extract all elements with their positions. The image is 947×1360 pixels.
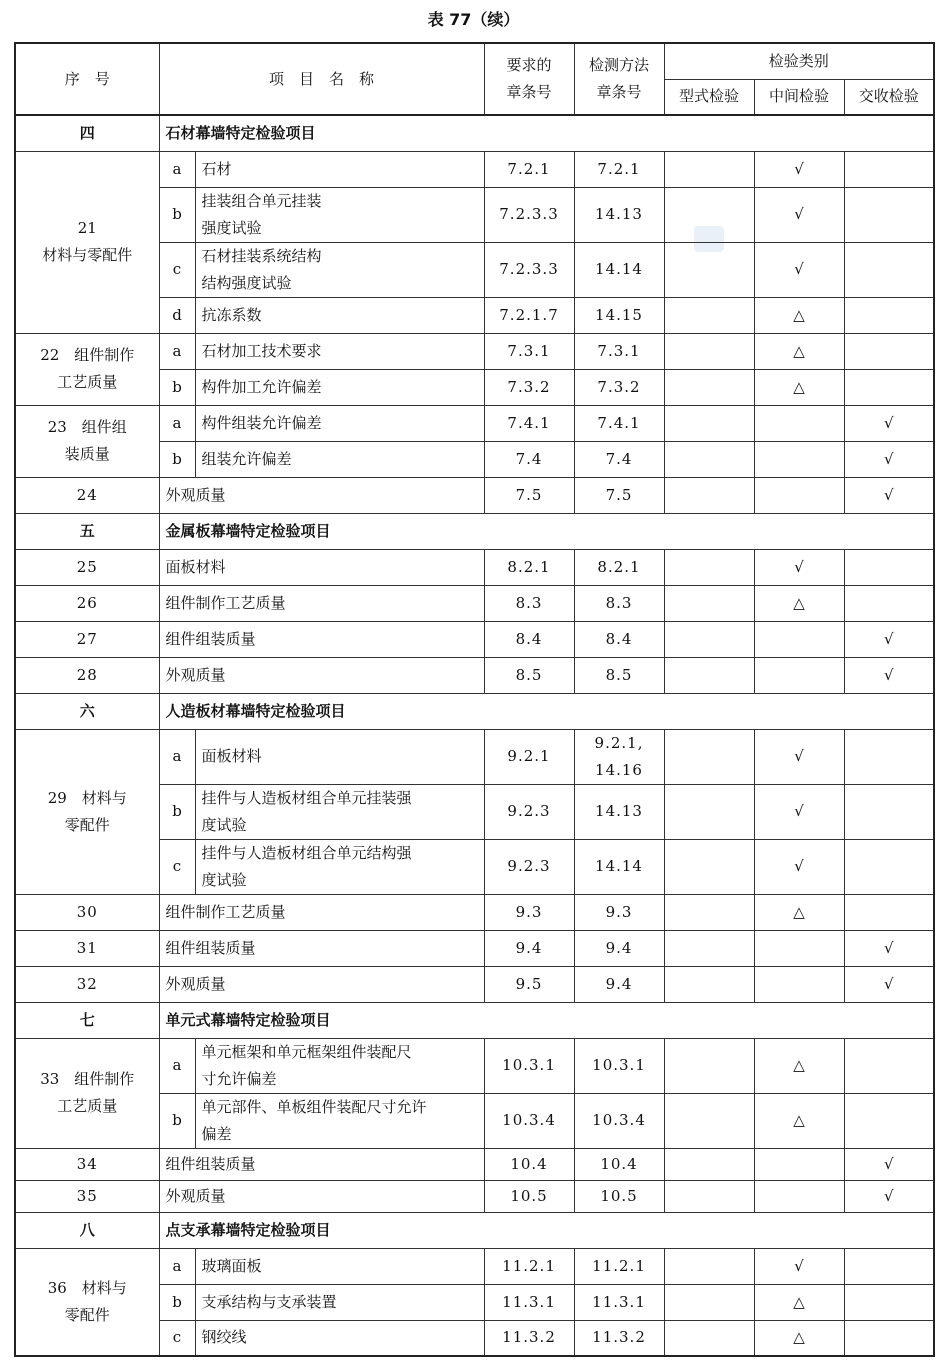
method-clause: 14.15 xyxy=(574,297,664,333)
method-clause: 9.4 xyxy=(574,966,664,1002)
sub-index: a xyxy=(159,405,195,441)
method-clause: 10.3.1 xyxy=(574,1038,664,1093)
table-row xyxy=(15,585,934,621)
req-clause: 7.2.1 xyxy=(484,151,574,187)
method-clause: 7.5 xyxy=(574,477,664,513)
req-clause: 8.3 xyxy=(484,585,574,621)
sub-index: b xyxy=(159,369,195,405)
item-name: 单元框架和单元框架组件装配尺 寸允许偏差 xyxy=(195,1038,484,1093)
item-name: 石材 xyxy=(195,151,484,187)
req-clause: 9.4 xyxy=(484,930,574,966)
method-clause: 7.3.2 xyxy=(574,369,664,405)
item-seq: 35 xyxy=(15,1180,159,1212)
type-test-cell xyxy=(664,477,754,513)
mid-test-mark: △ xyxy=(754,333,844,369)
req-clause: 7.4.1 xyxy=(484,405,574,441)
section-seq: 八 xyxy=(15,1212,159,1248)
item-name: 钢绞线 xyxy=(195,1320,484,1356)
req-clause: 9.2.3 xyxy=(484,784,574,839)
accept-test-mark: √ xyxy=(844,1180,934,1212)
header-row xyxy=(15,43,934,79)
accept-test-cell xyxy=(844,1093,934,1148)
item-seq: 31 xyxy=(15,930,159,966)
table-row xyxy=(15,549,934,585)
sub-index: a xyxy=(159,1248,195,1284)
section-seq: 七 xyxy=(15,1002,159,1038)
mid-test-mark: √ xyxy=(754,151,844,187)
accept-test-mark: √ xyxy=(844,441,934,477)
mid-test-mark: √ xyxy=(754,729,844,784)
item-name: 挂件与人造板材组合单元结构强 度试验 xyxy=(195,839,484,894)
item-seq: 21 材料与零配件 xyxy=(15,151,159,333)
req-clause: 7.3.2 xyxy=(484,369,574,405)
mid-test-mark: △ xyxy=(754,894,844,930)
req-clause: 9.2.3 xyxy=(484,839,574,894)
item-seq: 27 xyxy=(15,621,159,657)
method-clause: 9.2.1, 14.16 xyxy=(574,729,664,784)
type-test-cell xyxy=(664,894,754,930)
item-name: 石材加工技术要求 xyxy=(195,333,484,369)
accept-test-cell xyxy=(844,839,934,894)
section-row xyxy=(15,1002,934,1038)
accept-test-cell xyxy=(844,1038,934,1093)
item-name: 构件组装允许偏差 xyxy=(195,405,484,441)
table-row xyxy=(15,621,934,657)
req-clause: 9.2.1 xyxy=(484,729,574,784)
table-row xyxy=(15,405,934,441)
method-clause: 7.2.1 xyxy=(574,151,664,187)
mid-test-mark: √ xyxy=(754,242,844,297)
method-clause: 10.3.4 xyxy=(574,1093,664,1148)
type-test-cell xyxy=(664,784,754,839)
req-clause: 7.2.3.3 xyxy=(484,242,574,297)
table-row xyxy=(15,1248,934,1284)
type-test-cell xyxy=(664,187,754,242)
accept-test-cell xyxy=(844,729,934,784)
item-name: 抗冻系数 xyxy=(195,297,484,333)
sub-index: b xyxy=(159,784,195,839)
method-clause: 7.3.1 xyxy=(574,333,664,369)
accept-test-cell xyxy=(844,784,934,839)
section-row xyxy=(15,693,934,729)
accept-test-cell xyxy=(844,894,934,930)
sub-index: a xyxy=(159,333,195,369)
req-clause: 11.3.2 xyxy=(484,1320,574,1356)
table-row xyxy=(15,894,934,930)
mid-test-cell xyxy=(754,1148,844,1180)
item-seq: 34 xyxy=(15,1148,159,1180)
header-category: 检验类别 xyxy=(664,43,934,79)
item-name: 构件加工允许偏差 xyxy=(195,369,484,405)
type-test-cell xyxy=(664,1320,754,1356)
type-test-cell xyxy=(664,441,754,477)
method-clause: 14.13 xyxy=(574,784,664,839)
accept-test-cell xyxy=(844,297,934,333)
type-test-cell xyxy=(664,930,754,966)
mid-test-mark: △ xyxy=(754,1093,844,1148)
type-test-cell xyxy=(664,1148,754,1180)
mid-test-cell xyxy=(754,657,844,693)
item-name: 面板材料 xyxy=(159,549,484,585)
item-name: 组装允许偏差 xyxy=(195,441,484,477)
header-accept-test: 交收检验 xyxy=(844,79,934,115)
table-row xyxy=(15,930,934,966)
item-seq: 23 组件组 装质量 xyxy=(15,405,159,477)
item-name: 组件组装质量 xyxy=(159,930,484,966)
sub-index: b xyxy=(159,1093,195,1148)
accept-test-cell xyxy=(844,187,934,242)
item-name: 外观质量 xyxy=(159,477,484,513)
header-name: 项 目 名 称 xyxy=(159,43,484,115)
accept-test-cell xyxy=(844,333,934,369)
req-clause: 10.3.4 xyxy=(484,1093,574,1148)
section-seq: 四 xyxy=(15,115,159,151)
type-test-cell xyxy=(664,1180,754,1212)
accept-test-cell xyxy=(844,549,934,585)
sub-index: b xyxy=(159,187,195,242)
item-name: 组件制作工艺质量 xyxy=(159,585,484,621)
accept-test-mark: √ xyxy=(844,477,934,513)
req-clause: 7.4 xyxy=(484,441,574,477)
accept-test-cell xyxy=(844,151,934,187)
item-name: 单元部件、单板组件装配尺寸允许 偏差 xyxy=(195,1093,484,1148)
item-name: 挂装组合单元挂装 强度试验 xyxy=(195,187,484,242)
item-seq: 32 xyxy=(15,966,159,1002)
type-test-cell xyxy=(664,151,754,187)
type-test-cell xyxy=(664,1248,754,1284)
req-clause: 11.2.1 xyxy=(484,1248,574,1284)
req-clause: 8.2.1 xyxy=(484,549,574,585)
mid-test-mark: △ xyxy=(754,1038,844,1093)
item-seq: 28 xyxy=(15,657,159,693)
item-seq: 29 材料与 零配件 xyxy=(15,729,159,894)
accept-test-mark: √ xyxy=(844,930,934,966)
item-seq: 36 材料与 零配件 xyxy=(15,1248,159,1356)
method-clause: 8.3 xyxy=(574,585,664,621)
header-seq: 序 号 xyxy=(15,43,159,115)
item-seq: 26 xyxy=(15,585,159,621)
mid-test-cell xyxy=(754,966,844,1002)
type-test-cell xyxy=(664,839,754,894)
type-test-cell xyxy=(664,405,754,441)
accept-test-mark: √ xyxy=(844,621,934,657)
sub-index: b xyxy=(159,1284,195,1320)
item-name: 面板材料 xyxy=(195,729,484,784)
req-clause: 10.3.1 xyxy=(484,1038,574,1093)
req-clause: 7.2.3.3 xyxy=(484,187,574,242)
header-req: 要求的 章条号 xyxy=(484,43,574,115)
inspection-table xyxy=(14,42,935,1357)
item-name: 挂件与人造板材组合单元挂装强 度试验 xyxy=(195,784,484,839)
type-test-cell xyxy=(664,621,754,657)
req-clause: 7.5 xyxy=(484,477,574,513)
req-clause: 11.3.1 xyxy=(484,1284,574,1320)
req-clause: 10.5 xyxy=(484,1180,574,1212)
mid-test-mark: √ xyxy=(754,784,844,839)
section-seq: 六 xyxy=(15,693,159,729)
accept-test-mark: √ xyxy=(844,966,934,1002)
section-row xyxy=(15,115,934,151)
mid-test-mark: √ xyxy=(754,549,844,585)
table-row xyxy=(15,151,934,187)
table-row xyxy=(15,657,934,693)
sub-index: b xyxy=(159,441,195,477)
method-clause: 7.4.1 xyxy=(574,405,664,441)
type-test-cell xyxy=(664,242,754,297)
method-clause: 8.2.1 xyxy=(574,549,664,585)
table-row xyxy=(15,477,934,513)
table-row xyxy=(15,1148,934,1180)
method-clause: 7.4 xyxy=(574,441,664,477)
method-clause: 10.4 xyxy=(574,1148,664,1180)
type-test-cell xyxy=(664,966,754,1002)
item-name: 组件制作工艺质量 xyxy=(159,894,484,930)
sub-index: c xyxy=(159,839,195,894)
mid-test-cell xyxy=(754,621,844,657)
header-type-test: 型式检验 xyxy=(664,79,754,115)
table-row xyxy=(15,966,934,1002)
item-name: 外观质量 xyxy=(159,1180,484,1212)
item-name: 石材挂装系统结构 结构强度试验 xyxy=(195,242,484,297)
type-test-cell xyxy=(664,297,754,333)
accept-test-cell xyxy=(844,1284,934,1320)
accept-test-mark: √ xyxy=(844,1148,934,1180)
mid-test-mark: √ xyxy=(754,187,844,242)
item-name: 组件组装质量 xyxy=(159,621,484,657)
section-title: 石材幕墙特定检验项目 xyxy=(159,115,934,151)
table-row xyxy=(15,1038,934,1093)
mid-test-mark: △ xyxy=(754,297,844,333)
type-test-cell xyxy=(664,1093,754,1148)
item-name: 玻璃面板 xyxy=(195,1248,484,1284)
method-clause: 14.14 xyxy=(574,242,664,297)
type-test-cell xyxy=(664,657,754,693)
item-name: 外观质量 xyxy=(159,966,484,1002)
method-clause: 11.2.1 xyxy=(574,1248,664,1284)
method-clause: 14.13 xyxy=(574,187,664,242)
method-clause: 10.5 xyxy=(574,1180,664,1212)
sub-index: c xyxy=(159,1320,195,1356)
item-seq: 24 xyxy=(15,477,159,513)
table-row xyxy=(15,1180,934,1212)
mid-test-mark: △ xyxy=(754,369,844,405)
accept-test-cell xyxy=(844,1320,934,1356)
method-clause: 14.14 xyxy=(574,839,664,894)
mid-test-mark: √ xyxy=(754,1248,844,1284)
req-clause: 7.2.1.7 xyxy=(484,297,574,333)
table-row xyxy=(15,729,934,784)
accept-test-cell xyxy=(844,369,934,405)
method-clause: 9.4 xyxy=(574,930,664,966)
accept-test-cell xyxy=(844,242,934,297)
section-row xyxy=(15,1212,934,1248)
header-method: 检测方法 章条号 xyxy=(574,43,664,115)
item-seq: 22 组件制作 工艺质量 xyxy=(15,333,159,405)
item-seq: 25 xyxy=(15,549,159,585)
type-test-cell xyxy=(664,369,754,405)
item-seq: 33 组件制作 工艺质量 xyxy=(15,1038,159,1148)
type-test-cell xyxy=(664,585,754,621)
req-clause: 8.4 xyxy=(484,621,574,657)
type-test-cell xyxy=(664,333,754,369)
sub-index: d xyxy=(159,297,195,333)
req-clause: 8.5 xyxy=(484,657,574,693)
table-caption: 表 77（续） xyxy=(427,10,520,29)
method-clause: 8.4 xyxy=(574,621,664,657)
mid-test-mark: △ xyxy=(754,585,844,621)
section-title: 金属板幕墙特定检验项目 xyxy=(159,513,934,549)
mid-test-cell xyxy=(754,930,844,966)
method-clause: 11.3.2 xyxy=(574,1320,664,1356)
accept-test-mark: √ xyxy=(844,657,934,693)
item-name: 外观质量 xyxy=(159,657,484,693)
accept-test-mark: √ xyxy=(844,405,934,441)
sub-index: c xyxy=(159,242,195,297)
mid-test-cell xyxy=(754,1180,844,1212)
req-clause: 9.3 xyxy=(484,894,574,930)
sub-index: a xyxy=(159,151,195,187)
mid-test-cell xyxy=(754,441,844,477)
mid-test-mark: △ xyxy=(754,1320,844,1356)
header-mid-test: 中间检验 xyxy=(754,79,844,115)
section-row xyxy=(15,513,934,549)
req-clause: 9.5 xyxy=(484,966,574,1002)
accept-test-cell xyxy=(844,1248,934,1284)
item-name: 支承结构与支承装置 xyxy=(195,1284,484,1320)
mid-test-cell xyxy=(754,477,844,513)
section-seq: 五 xyxy=(15,513,159,549)
table-row xyxy=(15,333,934,369)
type-test-cell xyxy=(664,729,754,784)
sub-index: a xyxy=(159,1038,195,1093)
section-title: 单元式幕墙特定检验项目 xyxy=(159,1002,934,1038)
req-clause: 7.3.1 xyxy=(484,333,574,369)
type-test-cell xyxy=(664,1038,754,1093)
mid-test-cell xyxy=(754,405,844,441)
type-test-cell xyxy=(664,549,754,585)
item-seq: 30 xyxy=(15,894,159,930)
type-test-cell xyxy=(664,1284,754,1320)
method-clause: 8.5 xyxy=(574,657,664,693)
section-title: 人造板材幕墙特定检验项目 xyxy=(159,693,934,729)
mid-test-mark: △ xyxy=(754,1284,844,1320)
section-title: 点支承幕墙特定检验项目 xyxy=(159,1212,934,1248)
req-clause: 10.4 xyxy=(484,1148,574,1180)
mid-test-mark: √ xyxy=(754,839,844,894)
sub-index: a xyxy=(159,729,195,784)
method-clause: 9.3 xyxy=(574,894,664,930)
method-clause: 11.3.1 xyxy=(574,1284,664,1320)
accept-test-cell xyxy=(844,585,934,621)
item-name: 组件组装质量 xyxy=(159,1148,484,1180)
